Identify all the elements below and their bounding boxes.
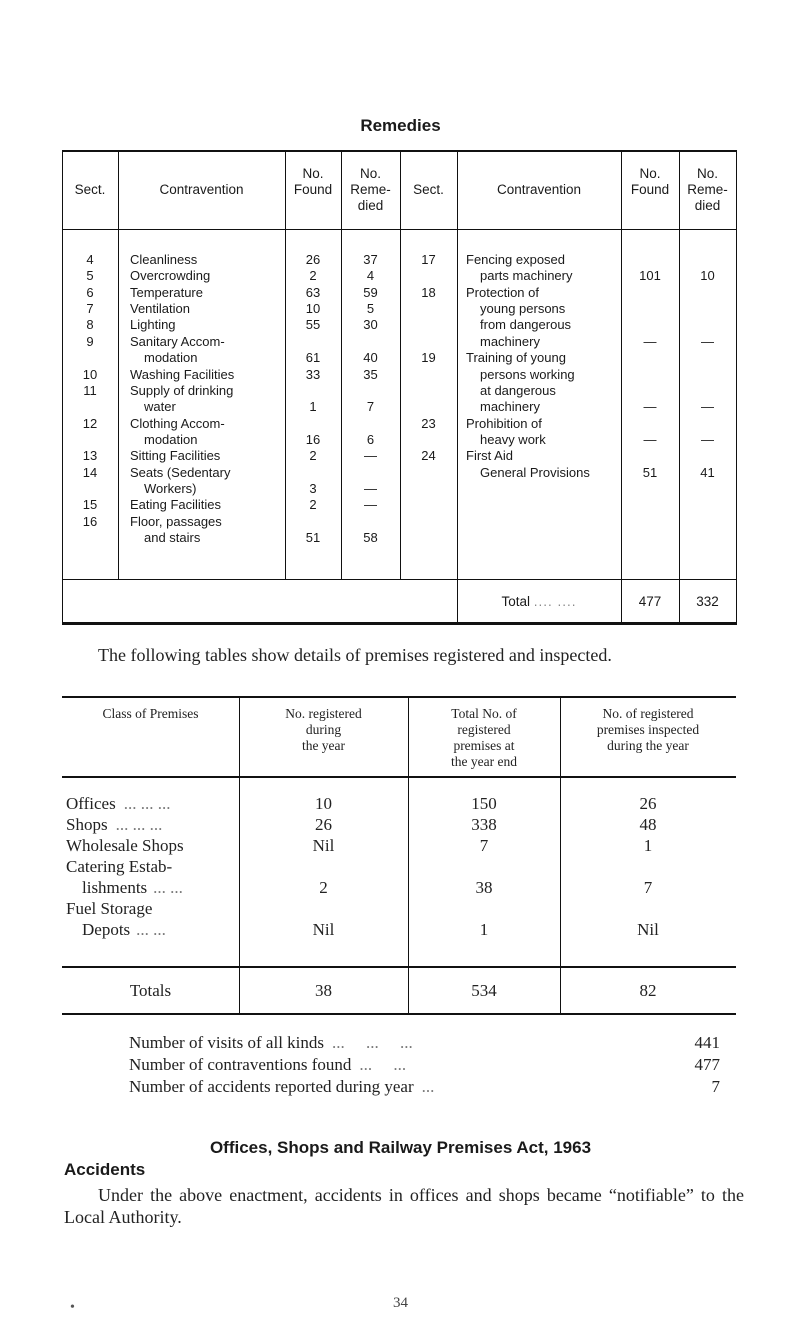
header-inspected-line1: No. of registered [602,706,694,721]
table2-body-rule [62,966,736,968]
left-row-found: 26 [305,252,321,267]
table1-rule-v5 [457,150,458,625]
left-row-sect: 13 [82,448,98,464]
header-sect-left: Sect. [74,182,106,197]
totals-registered: 38 [315,981,332,1000]
premises-class-line1 [66,794,170,813]
premises-class-text: Wholesale Shops [66,836,184,855]
summary-line [129,1077,434,1096]
premises-registered: 26 [315,815,332,834]
left-row-sect: 10 [82,366,98,382]
header-found-right-line1: No. [639,166,661,181]
left-row-remedied: — [364,497,377,513]
right-row-contravention: Fencing exposed [466,252,566,267]
page-number: 34 [393,1295,408,1311]
table2-top-rule [62,696,736,698]
left-row-found: 2 [309,268,317,284]
left-row-contravention: Lighting [130,317,176,333]
left-row-remedied: 59 [363,284,378,300]
header-sect-right: Sect. [413,182,444,197]
header-registered-line1: No. registered [285,706,362,721]
header-total-line1: Total No. of [451,706,517,721]
left-row-contravention: modation [144,431,198,447]
summary-label: Number of visits of all kinds [129,1033,325,1052]
right-row-contravention: at dangerous [480,382,556,398]
right-row-found: 51 [642,464,658,480]
left-row-contravention: Ventilation [130,301,190,317]
summary-line [129,1055,406,1074]
leader-dots: ... ... ... [115,815,163,834]
header-inspected-line3: during the year [607,738,689,753]
left-row-remedied: 40 [363,350,378,366]
left-row-contravention: and stairs [144,530,201,545]
header-found-left-line1: No. [302,166,324,181]
header-total-line2: registered [457,722,511,737]
premises-inspected: 48 [639,815,657,834]
left-row-sect: 14 [82,464,98,480]
left-row-remedied: 35 [363,366,378,382]
header-inspected-line2: premises inspected [596,722,700,737]
left-row-sect: 12 [82,415,98,431]
premises-class-text: Offices [66,794,116,813]
header-found-left-line2: Found [293,182,333,197]
totals-inspected: 82 [639,981,657,1000]
table1-header-rule [62,229,736,230]
right-row-contravention: persons working [480,366,575,382]
left-row-sect: 15 [82,497,98,513]
header-class-of-premises: Class of Premises [102,706,199,721]
leader-dots: ... [421,1077,435,1096]
premises-class-text: Shops [66,815,108,834]
left-row-found: 63 [305,284,321,300]
summary-value: 441 [694,1033,720,1052]
table1-top-rule [62,150,736,152]
premises-class-line2 [82,878,183,897]
left-row-found: 51 [305,530,321,545]
left-row-found: 16 [305,431,321,447]
premises-registered: Nil [312,920,335,939]
left-row-contravention: Sitting Facilities [130,448,221,464]
left-row-contravention: modation [144,350,198,366]
header-remedied-right-line2: Reme- [687,182,728,197]
table1-rule-v8 [736,150,737,625]
left-row-sect: 4 [86,252,94,267]
left-row-found: 2 [309,448,317,464]
premises-class-line1 [66,899,160,918]
summary-value: 7 [711,1077,720,1096]
premises-total: 38 [475,878,493,897]
left-row-remedied: 6 [366,431,375,447]
left-row-sect: 6 [86,284,94,300]
totals-label: Totals [129,981,172,1000]
leader-dots: ... ... [153,878,183,897]
right-row-remedied: — [701,431,714,447]
left-row-found: 61 [305,350,321,366]
right-row-contravention: heavy work [480,431,546,447]
header-remedied-left-line3: died [357,198,384,213]
act-heading: Offices, Shops and Railway Premises Act, 1963 [209,1138,592,1157]
left-row-contravention: Cleanliness [130,252,198,267]
left-row-contravention: Supply of drinking [130,382,234,398]
left-row-sect: 11 [83,382,97,398]
right-row-remedied: — [701,399,714,415]
premises-registered: Nil [312,836,335,855]
total-found: 477 [638,594,662,609]
left-row-contravention: Workers) [144,480,197,496]
right-row-contravention: Protection of [466,284,539,300]
left-row-contravention: Floor, passages [130,513,222,529]
left-row-found: 10 [305,301,321,317]
summary-value: 477 [694,1055,720,1074]
table1-body-rule [62,579,736,580]
premises-total: 150 [471,794,497,813]
right-row-sect: 18 [421,284,436,300]
left-row-remedied: 30 [363,317,378,333]
table1-rule-v7 [679,150,680,625]
leader-dots: ... ... [136,920,166,939]
left-row-contravention: Washing Facilities [130,366,235,382]
header-total-line3: premises at [453,738,515,753]
left-row-sect: 16 [82,513,98,529]
left-row-contravention: Eating Facilities [130,497,222,513]
totals-total: 534 [471,981,497,1000]
total-remedied: 332 [696,594,719,609]
premises-total: 1 [479,920,489,939]
left-row-sect: 7 [86,301,94,317]
premises-class-line1 [66,857,180,876]
premises-class-text: Fuel Storage [66,899,153,918]
header-remedied-left-line1: No. [359,166,381,181]
left-row-found: 2 [309,497,317,513]
summary-label: Number of contraventions found [129,1055,352,1074]
right-row-contravention: General Provisions [480,464,590,480]
header-registered-line3: the year [301,738,346,753]
right-row-sect: 23 [421,415,436,431]
right-row-contravention: young persons [480,301,566,317]
left-row-remedied: 37 [363,252,378,267]
summary-label: Number of accidents reported during year [129,1077,414,1096]
left-row-contravention: Clothing Accom- [130,415,225,431]
right-row-remedied: 41 [700,464,715,480]
table2-header-rule [62,776,736,778]
right-row-found: — [643,399,657,415]
right-row-contravention: from dangerous [480,317,572,333]
page-title: Remedies [360,116,441,135]
left-row-remedied: — [364,448,377,464]
right-row-found: — [643,431,657,447]
accidents-heading: Accidents [64,1160,146,1179]
header-contravention-right: Contravention [496,182,582,197]
left-row-contravention: Temperature [130,284,203,300]
header-total-line4: the year end [451,754,517,769]
left-row-sect: 8 [86,317,94,333]
left-row-contravention: Seats (Sedentary [130,464,231,480]
left-row-contravention: Overcrowding [130,268,211,284]
premises-class-line2 [82,920,166,939]
right-row-found: — [643,333,657,349]
accidents-paragraph: Under the above enactment, accidents in offices and shops became “notifiable” to the Local Authority. [64,1185,744,1227]
premises-class-line1 [66,836,192,855]
right-row-contravention: Training of young [466,350,566,366]
left-row-sect: 9 [86,333,94,349]
total-label: Total .... .... [501,594,577,609]
bullet-mark: • [70,1300,75,1315]
right-row-found: 101 [639,268,661,284]
table2-bottom-rule [62,1013,736,1015]
left-row-contravention: water [144,399,176,415]
right-row-contravention: Prohibition of [466,415,542,431]
premises-registered: 10 [315,794,332,813]
leader-dots: ... ... ... [332,1033,413,1052]
left-row-contravention: Sanitary Accom- [130,333,225,349]
left-row-found: 33 [305,366,321,382]
header-found-right-line2: Found [630,182,670,197]
right-row-contravention: First Aid [466,448,513,464]
left-row-remedied: — [364,480,377,496]
right-row-sect: 17 [421,252,436,267]
left-row-remedied: 4 [366,268,375,284]
header-registered-line2: during [305,722,342,737]
right-row-contravention: machinery [480,333,540,349]
left-row-remedied: 5 [366,301,375,317]
premises-inspected: 26 [639,794,657,813]
left-row-found: 55 [305,317,321,333]
right-row-sect: 24 [421,448,436,464]
leader-dots: ... ... ... [123,794,171,813]
header-contravention-left: Contravention [159,182,244,197]
header-remedied-right-line3: died [694,198,721,213]
right-row-contravention: machinery [480,399,540,415]
premises-registered: 2 [319,878,328,897]
premises-class-line1 [66,815,162,834]
right-row-contravention: parts machinery [480,268,573,284]
right-row-remedied: 10 [700,268,715,284]
left-row-remedied: 7 [366,399,375,415]
header-remedied-left-line2: Reme- [350,182,391,197]
premises-class-text: Depots [82,920,131,939]
premises-inspected: 7 [643,878,653,897]
premises-total: 338 [471,815,497,834]
premises-inspected: 1 [643,836,653,855]
premises-total: 7 [479,836,489,855]
header-remedied-right-line1: No. [696,166,718,181]
intro-paragraph: The following tables show details of premises registered and inspected. [98,645,612,665]
left-row-found: 1 [309,399,317,415]
right-row-sect: 19 [421,350,436,366]
left-row-found: 3 [309,480,317,496]
premises-inspected: Nil [637,920,659,939]
left-row-sect: 5 [86,268,94,284]
table1-rule-v6 [621,150,622,625]
premises-class-text: Catering Estab- [66,857,173,876]
leader-dots: ... ... [359,1055,407,1074]
left-row-remedied: 58 [363,530,378,545]
premises-class-text: lishments [82,878,148,897]
right-row-remedied: — [701,333,714,349]
table1-rule-v1 [118,150,119,580]
table1-bottom-rule [62,622,736,625]
summary-line [129,1033,413,1052]
